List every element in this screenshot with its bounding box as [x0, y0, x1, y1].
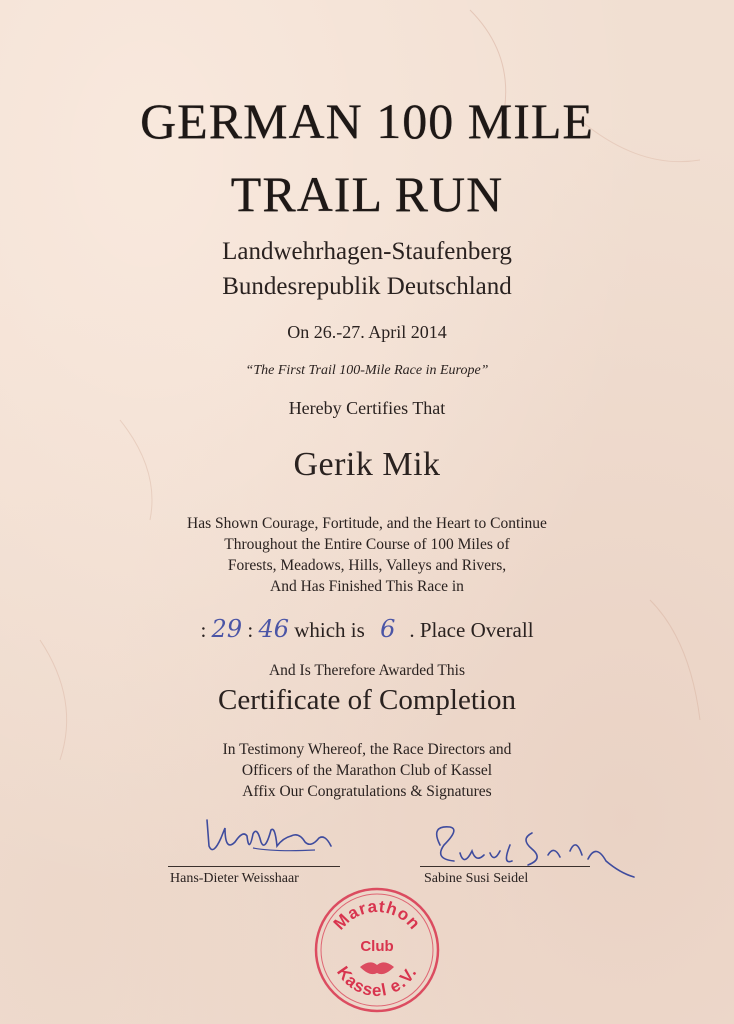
signature-line-left	[168, 866, 340, 867]
club-stamp	[312, 885, 442, 1015]
body-line: And Has Finished This Race in	[270, 578, 464, 595]
testimony-line: Officers of the Marathon Club of Kassel	[241, 762, 493, 779]
certifies-text: Hereby Certifies That	[288, 398, 446, 418]
body-text	[0, 513, 734, 597]
race-motto: “The First Trail 100-Mile Race in Europe”	[245, 363, 489, 378]
certificate-title: Certificate of Completion	[218, 684, 516, 716]
stamp-middle-text: Club	[360, 938, 394, 955]
testimony-line: In Testimony Whereof, the Race Directors and	[222, 741, 512, 758]
result-prefix: :	[200, 618, 207, 642]
testimony-line: Affix Our Congratulations & Signatures	[242, 783, 492, 800]
location-line-2: Bundesrepublik Deutschland	[222, 273, 512, 300]
signature-line-right	[420, 866, 590, 867]
which-is-text: which is	[294, 618, 365, 642]
stamp-top-text: Marathon	[329, 896, 425, 934]
signatory-right: Sabine Susi Seidel	[424, 871, 529, 886]
body-line: Has Shown Courage, Fortitude, and the Heart to Continue	[187, 515, 547, 532]
svg-text:Marathon	[330, 897, 425, 934]
body-line: Forests, Meadows, Hills, Valleys and Rivers,	[227, 557, 507, 574]
place-suffix: . Place Overall	[409, 618, 534, 642]
result-separator: :	[247, 618, 254, 642]
body-line: Throughout the Entire Course of 100 Miles of	[224, 536, 510, 553]
result-line	[0, 615, 734, 643]
event-date: On 26.-27. April 2014	[287, 322, 447, 342]
stamp-emblem-icon	[360, 962, 394, 974]
testimony-text	[0, 739, 734, 802]
finish-hours: 29	[211, 615, 243, 643]
title-line-1: GERMAN 100 MILE	[140, 93, 594, 149]
signatory-left: Hans-Dieter Weisshaar	[170, 871, 299, 886]
runner-name: Gerik Mik	[293, 446, 441, 483]
location-line-1: Landwehrhagen-Staufenberg	[222, 238, 512, 265]
stamp-bottom-text: Kassel e.V.	[333, 962, 421, 1001]
signature-left	[195, 808, 345, 868]
finish-minutes: 46	[258, 615, 289, 643]
place-number: 6	[380, 615, 396, 643]
title-line-2: TRAIL RUN	[230, 166, 504, 222]
awarded-text: And Is Therefore Awarded This	[268, 662, 465, 679]
